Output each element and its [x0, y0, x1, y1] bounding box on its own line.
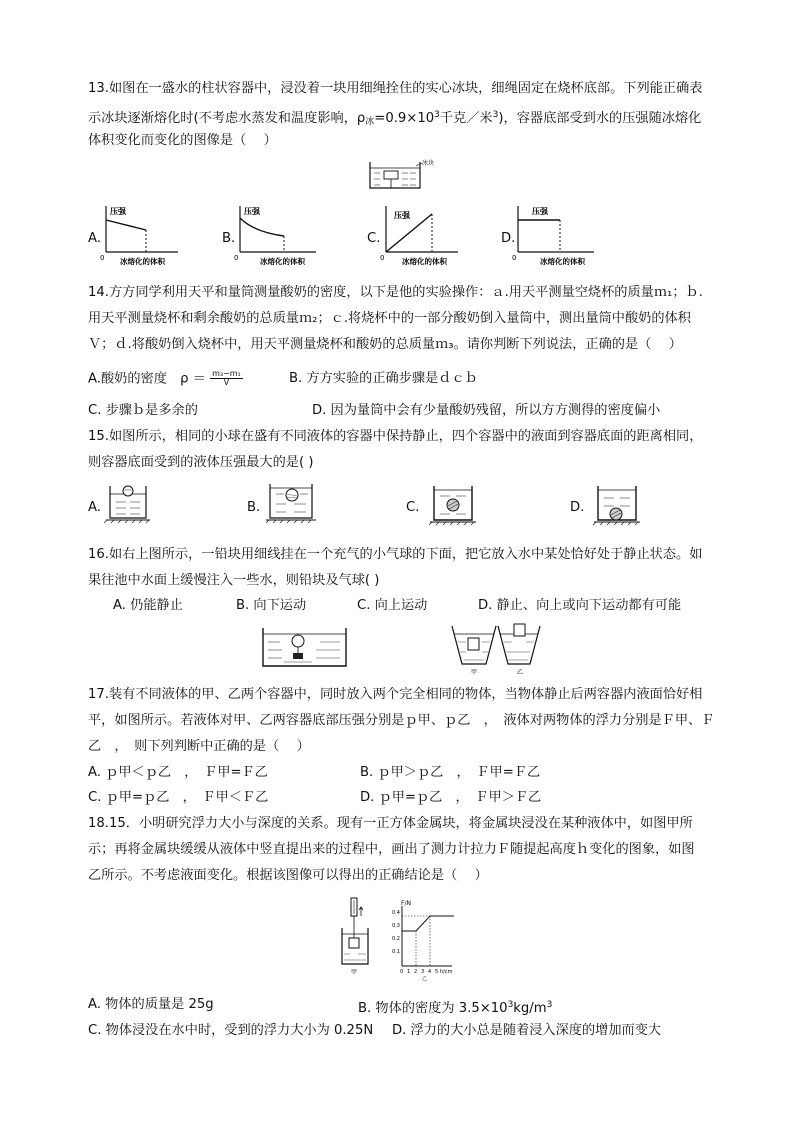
- q13-option-a[interactable]: A.: [88, 231, 101, 246]
- q13-option-b[interactable]: B.: [222, 231, 236, 246]
- fig-label-jia: 甲: [471, 669, 478, 676]
- xtick-5: 5: [435, 969, 439, 975]
- metal-block: [349, 938, 359, 948]
- q18-label-yi: 乙: [422, 976, 428, 982]
- q14-option-c[interactable]: C. 步骤ｂ是多余的: [88, 403, 198, 418]
- graph-b-ylabel: 压强: [244, 207, 260, 216]
- q13-graph-a: [100, 202, 190, 268]
- q13-line2-end: )，容器底部受到水的压强随冰熔化: [498, 111, 702, 126]
- ball-c: [447, 499, 459, 511]
- q13-rho-sub: 冰: [365, 117, 375, 127]
- q14-option-b[interactable]: B. 方方实验的正确步骤是ｄｃｂ: [289, 371, 478, 386]
- graph-d-ylabel: 压强: [532, 207, 548, 216]
- graph-a-xlabel: 冰熔化的体积: [120, 257, 165, 266]
- q18-fig-jia: [336, 896, 372, 980]
- graph-d-xlabel: 冰熔化的体积: [540, 257, 585, 266]
- q13-line2-post: 千克／米: [439, 111, 493, 126]
- q18-option-b-sup: 3: [507, 1000, 514, 1010]
- graph-b-origin: 0: [234, 254, 239, 262]
- density-fraction: [210, 370, 243, 387]
- q15-line1: 15.如图所示，相同的小球在盛有不同液体的容器中保持静止，四个容器中的液面到容器底面的距离相同，: [88, 429, 703, 444]
- q14-option-a-text: A.酸奶的密度 ρ ＝: [88, 371, 206, 387]
- balloon: [292, 635, 304, 647]
- q14-line2: 用天平测量烧杯和剩余酸奶的总质量ｍ₂；ｃ.将烧杯中的一部分酸奶倒入量筒中，测出量筒中酸奶的体积: [88, 311, 691, 326]
- q18-option-b-unit: kg/m: [513, 1001, 547, 1016]
- q15-line2: 则容器底面受到的液体压强最大的是( ): [88, 455, 314, 470]
- q17-option-a[interactable]: A. ｐ甲＜ｐ乙 ， Ｆ甲=Ｆ乙: [88, 765, 268, 780]
- q17-line1: 17.装有不同液体的甲、乙两个容器中，同时放入两个完全相同的物体，当物体静止后两容器内液面恰好相: [88, 687, 703, 702]
- ytick-0-4: 0.4: [392, 910, 400, 916]
- graph-d-origin: 0: [512, 254, 517, 262]
- q16-option-b[interactable]: B. 向下运动: [236, 598, 307, 613]
- q13-graph-d: [512, 202, 612, 268]
- q17-line2: 平，如图所示。若液体对甲、乙两容器底部压强分别是ｐ甲、ｐ乙 ， 液体对两物体的浮力分别是Ｆ甲、Ｆ: [88, 713, 715, 728]
- q13-option-c[interactable]: C.: [367, 231, 381, 246]
- graph-c-ylabel: 压强: [394, 211, 410, 220]
- q16-line1: 16.如右上图所示，一铅块用细线挂在一个充气的小气球的下面，把它放入水中某处恰好处于静止状态。如: [88, 547, 703, 562]
- q15-option-d[interactable]: D.: [570, 500, 585, 515]
- q18-option-c[interactable]: C. 物体浸没在水中时，受到的浮力大小为 0.25N: [88, 1023, 374, 1038]
- q17-option-b[interactable]: B. ｐ甲＞ｐ乙 ， Ｆ甲=Ｆ乙: [360, 765, 541, 780]
- q13-beaker-figure: [366, 160, 438, 194]
- q13-option-d[interactable]: D.: [501, 231, 516, 246]
- q17-option-d[interactable]: D. ｐ甲=ｐ乙 ， Ｆ甲＞Ｆ乙: [360, 790, 542, 805]
- q18-line3: 乙所示。不考虑液面变化。根据该图像可以得出的正确结论是（ ）: [88, 868, 488, 883]
- fraction-denominator: V: [223, 378, 230, 387]
- f-h-curve: [402, 916, 454, 931]
- q18-line1: 18.15．小明研究浮力大小与深度的关系。现有一正方体金属块，将金属块浸没在某种液体中，如图甲所: [88, 816, 693, 831]
- q16-pool-figure: [260, 624, 350, 670]
- up-arrow-icon: [359, 907, 363, 916]
- q18-graph: [392, 896, 458, 980]
- q15-container-b: [266, 482, 318, 524]
- q18-option-b-pre: B. 物体的密度为 3.5×10: [358, 1001, 508, 1016]
- q15-option-c[interactable]: C.: [406, 500, 420, 515]
- ytick-0-1: 0.1: [392, 949, 400, 955]
- q16-option-d[interactable]: D. 静止、向上或向下运动都有可能: [478, 598, 682, 613]
- q13-line2-mid: =0.9×10: [374, 111, 435, 126]
- q13-line2-pre: 示冰块逐渐熔化时(不考虑水蒸发和温度影响，ρ: [88, 111, 366, 126]
- q15-container-c: [428, 480, 480, 526]
- ball-a: [123, 486, 133, 496]
- q17-option-c[interactable]: C. ｐ甲=ｐ乙 ， Ｆ甲＜Ｆ乙: [88, 790, 269, 805]
- q18-option-d[interactable]: D. 浮力的大小总是随着浸入深度的增加而变大: [392, 1023, 662, 1038]
- q13-sup2: 3: [492, 110, 499, 120]
- q14-option-a[interactable]: [88, 370, 243, 389]
- q13-line2: [88, 106, 701, 131]
- q13-line3: 体积变化而变化的图像是（ ）: [88, 133, 277, 148]
- q16-option-c[interactable]: C. 向上运动: [357, 598, 428, 613]
- q16-option-a[interactable]: A. 仍能静止: [113, 598, 183, 613]
- q13-sup1: 3: [434, 110, 440, 120]
- xtick-4: 4: [428, 969, 432, 975]
- graph-c-xlabel: 冰熔化的体积: [402, 257, 447, 266]
- ball-d: [610, 508, 622, 520]
- ice-label: 冰块: [422, 160, 435, 167]
- q18-line2: 示；再将金属块缓缓从液体中竖直提出来的过程中，画出了测力计拉力Ｆ随提起高度ｈ变化的图象，如图: [88, 842, 695, 857]
- ytick-0-3: 0.3: [392, 923, 400, 929]
- xtick-0: 0: [400, 969, 404, 975]
- q15-option-b[interactable]: B.: [247, 500, 261, 515]
- fraction-numerator: m₃−m₁: [212, 369, 241, 378]
- q15-container-d: [592, 480, 644, 526]
- q18-xlabel: h/cm: [440, 969, 453, 975]
- q18-option-b-sup2: 3: [546, 1000, 553, 1010]
- q18-ylabel: F/N: [401, 900, 411, 907]
- q18-label-jia: 甲: [351, 969, 358, 976]
- q18-option-b[interactable]: [358, 996, 552, 1018]
- graph-a-ylabel: 压强: [110, 207, 126, 216]
- q13-graph-b: [234, 202, 334, 268]
- q16-line2: 果往池中水面上缓慢注入一些水，则铅块及气球( ): [88, 573, 380, 588]
- q13-graph-c: [380, 202, 470, 268]
- q15-option-a[interactable]: A.: [88, 500, 101, 515]
- ice-block: [384, 171, 398, 179]
- ytick-0-2: 0.2: [392, 936, 400, 942]
- q13-line1: 13.如图在一盛水的柱状容器中，浸没着一块用细绳拴住的实心冰块，细绳固定在烧杯底部。下列能正确表: [88, 81, 703, 96]
- q17-containers-figure: [446, 622, 546, 678]
- q14-line3: Ｖ；ｄ.将酸奶倒入烧杯中，用天平测量烧杯和酸奶的总质量ｍ₃。请你判断下列说法，正确的是（ ）: [88, 337, 682, 352]
- graph-a-origin: 0: [100, 254, 105, 262]
- xtick-2: 2: [414, 969, 418, 975]
- xtick-1: 1: [407, 969, 411, 975]
- graph-c-origin: 0: [380, 254, 385, 262]
- object-jia: [468, 638, 479, 650]
- q14-option-d[interactable]: D. 因为量筒中会有少量酸奶残留，所以方方测得的密度偏小: [312, 403, 661, 418]
- object-yi: [514, 624, 525, 636]
- graph-b-xlabel: 冰熔化的体积: [260, 257, 305, 266]
- q14-line1: 14.方方同学利用天平和量筒测量酸奶的密度，以下是他的实验操作：ａ.用天平测量空烧杯的质量ｍ₁；ｂ.: [88, 285, 703, 300]
- lead-block: [293, 653, 303, 659]
- q18-option-a[interactable]: A. 物体的质量是 25g: [88, 997, 214, 1012]
- q17-line3: 乙 ， 则下列判断中正确的是（ ）: [88, 739, 310, 754]
- fig-label-yi: 乙: [517, 669, 524, 676]
- xtick-3: 3: [421, 969, 425, 975]
- q15-container-a: [106, 482, 154, 524]
